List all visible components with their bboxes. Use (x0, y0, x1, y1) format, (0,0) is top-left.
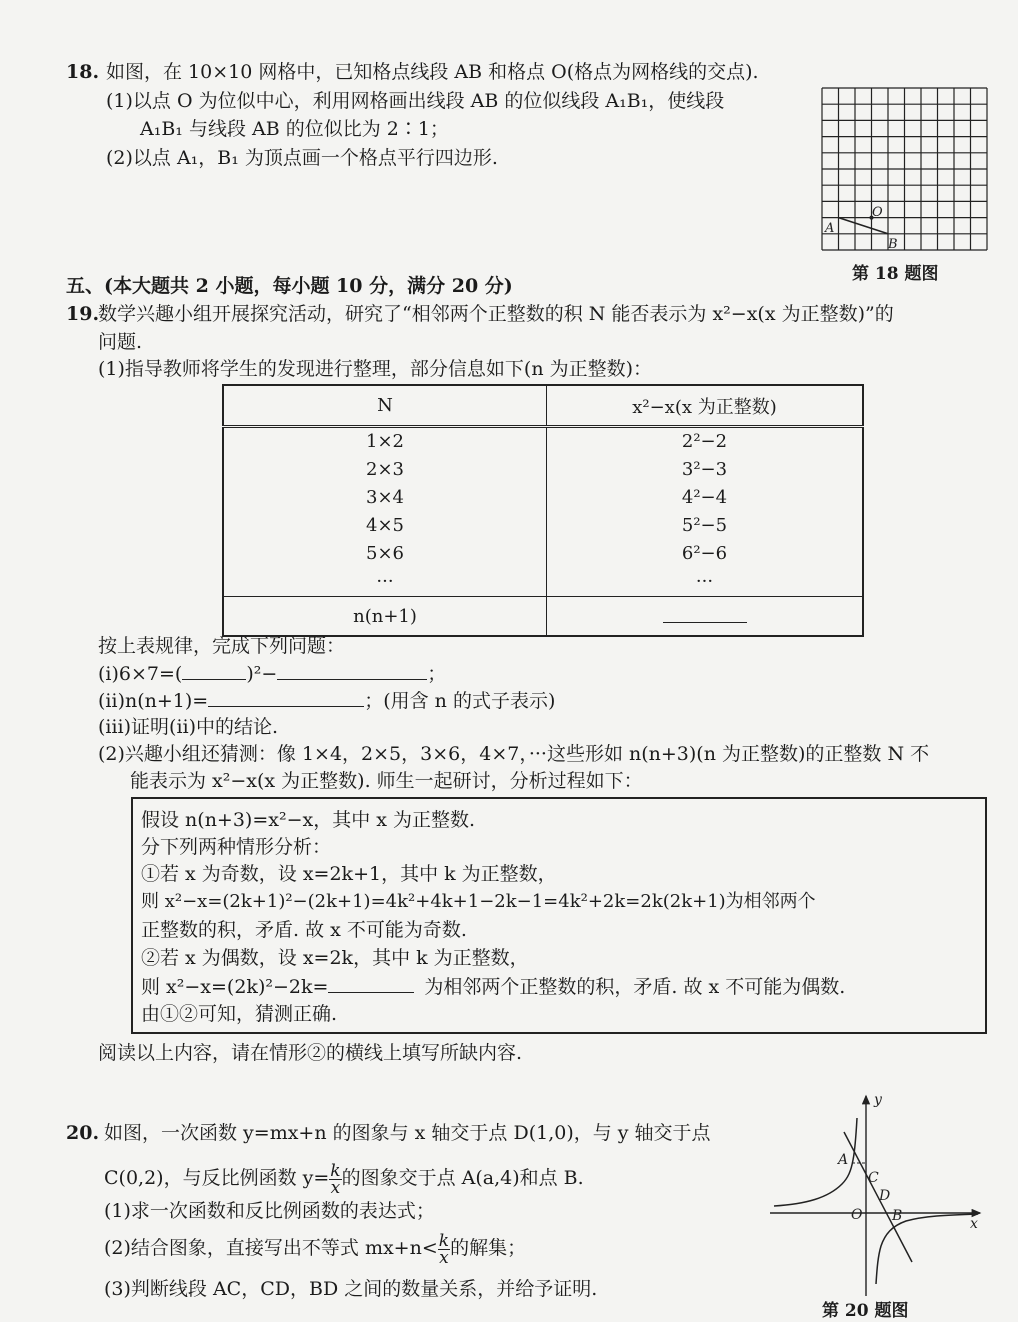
q20-part2-suffix: 的解集； (450, 1237, 527, 1259)
answer-blank[interactable] (328, 974, 414, 993)
q19-i-prefix: (ⅰ)6×7=( (98, 663, 183, 685)
box-line-4: 则 x²−x=(2k+1)²−(2k+1)=4k²+4k+1−2k−1=4k²+2k=2k(2k+1)为相邻两个 (141, 891, 816, 912)
q19-table (222, 384, 864, 637)
table-cell: 5×6 (366, 543, 404, 564)
answer-blank[interactable] (182, 661, 246, 680)
table-cell: 5²−5 (681, 515, 728, 536)
label-b: B (892, 1208, 903, 1224)
box-line-3: ①若 x 为奇数，设 x=2k+1，其中 k 为正整数， (141, 863, 557, 885)
q20-graph-figure (766, 1092, 990, 1300)
section5-title: 五、(本大题共 2 小题，每小题 10 分，满分 20 分) (66, 275, 513, 297)
fraction-numerator: k (438, 1230, 450, 1251)
label-a: A (838, 1152, 849, 1168)
q20-stem-line2-suffix: 的图象交于点 A(a,4)和点 B. (341, 1167, 584, 1189)
answer-blank[interactable] (663, 604, 747, 623)
linear-function-line (844, 1132, 912, 1262)
q20-stem-line1: 如图，一次函数 y=mx+n 的图象与 x 轴交于点 D(1,0)，与 y 轴交于点 (104, 1122, 711, 1144)
hyperbola-branch-right (876, 1214, 978, 1284)
table-cell: 6²−6 (681, 543, 728, 564)
box-line-7-prefix: 则 x²−x=(2k)²−2k= (141, 976, 329, 998)
q18-grid-figure (812, 80, 992, 276)
q20-number: 20. (66, 1122, 100, 1144)
q20-part2-prefix: (2)结合图象，直接写出不等式 mx+n< (104, 1237, 438, 1259)
q18-part2: (2)以点 A₁，B₁ 为顶点画一个格点平行四边形. (106, 147, 498, 169)
q19-i-mid: )²− (246, 663, 278, 685)
q18-part1-line1: (1)以点 O 为位似中心，利用网格画出线段 AB 的位似线段 A₁B₁，使线段 (106, 90, 725, 112)
q19-part2-line2: 能表示为 x²−x(x 为正整数). 师生一起研讨，分析过程如下： (130, 770, 643, 792)
box-line-5: 正整数的积，矛盾. 故 x 不可能为奇数. (141, 919, 467, 941)
table-cell: 1×2 (366, 431, 404, 452)
q20-part3: (3)判断线段 AC，CD，BD 之间的数量关系，并给予证明. (104, 1278, 598, 1300)
q19-ii (98, 688, 555, 713)
fraction-k-over-x (329, 1160, 341, 1198)
q20-figure-caption: 第 20 题图 (822, 1301, 909, 1321)
table-answer-blank-cell (547, 597, 864, 637)
table-cell: ··· (376, 571, 394, 592)
q19-i (98, 661, 446, 686)
box-line-7-suffix: 为相邻两个正整数的积，矛盾. 故 x 不可能为偶数. (424, 976, 846, 998)
table-cell: 4×5 (366, 515, 404, 536)
table-cell: 3×4 (366, 487, 404, 508)
q19-rule: 按上表规律，完成下列问题： (98, 635, 346, 657)
q19-stem-line1: 数学兴趣小组开展探究活动，研究了“相邻两个正整数的积 N 能否表示为 x²−x(x 为正整数)”的 (98, 303, 894, 325)
q19-ii-end: ；(用含 n 的式子表示) (364, 690, 556, 712)
label-a: A (825, 221, 835, 236)
table-header-x: x²−x(x 为正整数) (547, 385, 864, 427)
q19-stem-line2: 问题. (98, 331, 143, 353)
table-cell: 2²−2 (681, 431, 728, 452)
q19-read: 阅读以上内容，请在情形②的横线上填写所缺内容. (98, 1042, 523, 1064)
fraction-numerator: k (330, 1160, 341, 1181)
q19-i-end: ； (427, 663, 447, 685)
q20-part2 (104, 1228, 526, 1268)
q19-ii-prefix: (ⅱ)n(n+1)= (98, 690, 209, 712)
table-last-n: n(n+1) (223, 597, 547, 637)
fraction-denominator: x (439, 1247, 449, 1268)
fraction-denominator: x (330, 1177, 341, 1198)
q19-number: 19. (66, 303, 100, 325)
table-header-n: N (223, 385, 547, 427)
answer-blank[interactable] (208, 688, 364, 707)
table-cell: 2×3 (366, 459, 404, 480)
box-line-2: 分下列两种情形分析： (141, 836, 332, 858)
box-line-6: ②若 x 为偶数，设 x=2k，其中 k 为正整数， (141, 947, 529, 969)
table-col-n (223, 427, 547, 597)
label-o: O (851, 1207, 863, 1223)
q19-part1-intro: (1)指导教师将学生的发现进行整理，部分信息如下(n 为正整数)： (98, 358, 653, 380)
q18-figure-caption: 第 18 题图 (852, 264, 939, 284)
label-b: B (888, 237, 898, 252)
answer-blank[interactable] (277, 661, 427, 680)
q18-part1-line2: A₁B₁ 与线段 AB 的位似比为 2∶1； (140, 118, 449, 140)
table-cell: 3²−3 (681, 459, 728, 480)
segment-ab (839, 218, 889, 234)
box-line-8: 由①②可知，猜测正确. (141, 1003, 338, 1025)
grid-lines (822, 88, 987, 250)
label-o: O (872, 205, 883, 220)
q19-part2-line1: (2)兴趣小组还猜测：像 1×4，2×5，3×6，4×7，···这些形如 n(n+3)(n 为正整数)的正整数 N 不 (98, 743, 930, 765)
label-d: D (879, 1188, 891, 1204)
fraction-k-over-x (438, 1230, 450, 1268)
q19-iii: (ⅲ)证明(ⅱ)中的结论. (98, 716, 279, 738)
label-x: x (970, 1216, 978, 1232)
box-line-1: 假设 n(n+3)=x²−x，其中 x 为正整数. (141, 809, 476, 831)
q18-number: 18. (66, 61, 100, 83)
q20-stem-line2-prefix: C(0,2)，与反比例函数 y= (104, 1167, 330, 1189)
table-col-x (547, 427, 864, 597)
table-cell: ··· (695, 571, 714, 592)
label-c: C (868, 1170, 879, 1186)
label-y: y (874, 1092, 882, 1108)
q20-stem-line2 (104, 1158, 584, 1198)
q20-part1: (1)求一次函数和反比例函数的表达式； (104, 1200, 435, 1222)
box-line-7 (141, 974, 845, 999)
q18-stem: 如图，在 10×10 网格中，已知格点线段 AB 和格点 O(格点为网格线的交点). (106, 61, 759, 83)
table-cell: 4²−4 (681, 487, 728, 508)
